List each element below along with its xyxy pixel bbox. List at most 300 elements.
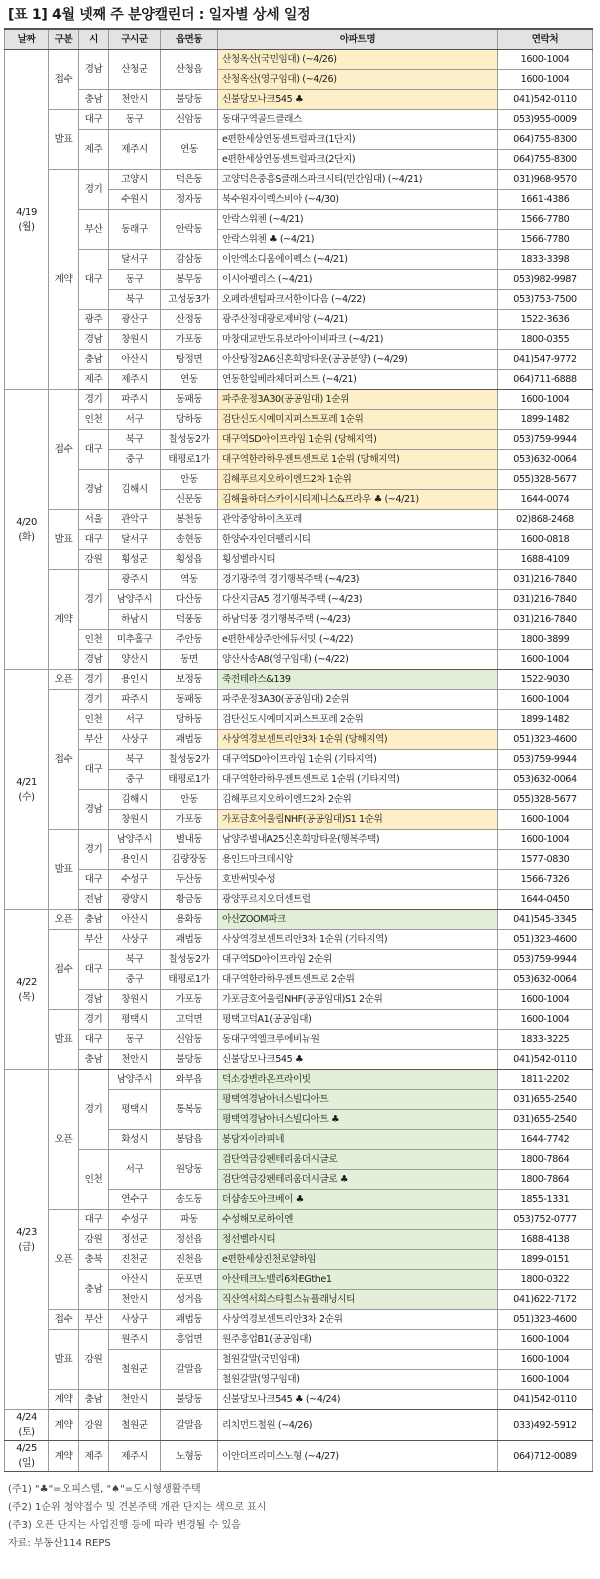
cell-dong: 당하동 (161, 710, 218, 730)
cell-apartment-name: 양산사송A8(영구임대) (~4/22) (218, 650, 498, 670)
cell-city: 충남 (79, 1270, 109, 1310)
cell-gu: 북구 (109, 290, 161, 310)
cell-type: 발표 (49, 110, 79, 170)
cell-apartment-name: 죽전테라스&139 (218, 670, 498, 690)
cell-contact: 1600-1004 (498, 830, 593, 850)
cell-contact: 1566-7780 (498, 210, 593, 230)
table-row (5, 690, 593, 710)
cell-apartment-name: 수성해모로하이엔 (218, 1210, 498, 1230)
cell-date: 4/22 (목) (5, 910, 49, 1070)
cell-city: 부산 (79, 210, 109, 250)
table-row (5, 130, 593, 150)
cell-gu: 창원시 (109, 810, 161, 830)
cell-contact: 1661-4386 (498, 190, 593, 210)
cell-dong: 고덕면 (161, 1010, 218, 1030)
cell-apartment-name: 사상역경보센트리안3차 2순위 (218, 1310, 498, 1330)
cell-gu: 남양주시 (109, 830, 161, 850)
cell-city: 전남 (79, 890, 109, 910)
cell-type: 접수 (49, 690, 79, 830)
cell-city: 강원 (79, 1410, 109, 1441)
cell-dong: 가포동 (161, 330, 218, 350)
cell-dong: 진천읍 (161, 1250, 218, 1270)
cell-type: 오픈 (49, 1070, 79, 1210)
cell-apartment-name: 이시아팰리스 (~4/21) (218, 270, 498, 290)
cell-apartment-name: 사상역경보센트리안3차 1순위 (기타지역) (218, 930, 498, 950)
cell-dong: 와부읍 (161, 1070, 218, 1090)
cell-gu: 북구 (109, 430, 161, 450)
cell-city: 대구 (79, 1210, 109, 1230)
cell-dong: 봉무동 (161, 270, 218, 290)
cell-type: 계약 (49, 1390, 79, 1410)
table-row (5, 1030, 593, 1050)
cell-contact: 1833-3398 (498, 250, 593, 270)
cell-contact: 1600-1004 (498, 1350, 593, 1370)
cell-type: 접수 (49, 1310, 79, 1330)
cell-gu: 광주시 (109, 570, 161, 590)
cell-apartment-name: 가포금호어울림NHF(공공임대)S1 2순위 (218, 990, 498, 1010)
cell-apartment-name: 검단신도시예미지퍼스트포레 2순위 (218, 710, 498, 730)
cell-date: 4/25 (일) (5, 1441, 49, 1472)
cell-contact: 1811-2202 (498, 1070, 593, 1090)
cell-contact: 031)216-7840 (498, 590, 593, 610)
cell-dong: 동패동 (161, 390, 218, 410)
cell-gu: 사상구 (109, 930, 161, 950)
cell-contact: 053)759-9944 (498, 430, 593, 450)
table-row (5, 1230, 593, 1250)
footnote: (주1) "♣"=오피스텔, "♠"=도시형생활주택 (8, 1484, 201, 1495)
cell-contact: 1855-1331 (498, 1190, 593, 1210)
cell-gu: 원주시 (109, 1330, 161, 1350)
cell-city: 경기 (79, 570, 109, 630)
cell-gu: 제주시 (109, 370, 161, 390)
cell-contact: 053)759-9944 (498, 750, 593, 770)
cell-gu: 북구 (109, 750, 161, 770)
cell-contact: 055)328-5677 (498, 790, 593, 810)
cell-apartment-name: 대구역한라하우젠트센트로 2순위 (218, 970, 498, 990)
cell-gu: 제주시 (109, 130, 161, 170)
cell-contact: 033)492-5912 (498, 1410, 593, 1441)
cell-date: 4/23 (금) (5, 1070, 49, 1410)
cell-apartment-name: 정선벨라시티 (218, 1230, 498, 1250)
cell-gu: 수성구 (109, 1210, 161, 1230)
cell-gu: 용인시 (109, 670, 161, 690)
cell-dong: 산청읍 (161, 50, 218, 90)
cell-contact: 1644-0450 (498, 890, 593, 910)
table-row (5, 1270, 593, 1290)
cell-gu: 하남시 (109, 610, 161, 630)
cell-contact: 1800-7864 (498, 1150, 593, 1170)
cell-contact: 1600-1004 (498, 1010, 593, 1030)
cell-city: 부산 (79, 730, 109, 750)
cell-dong: 탕정면 (161, 350, 218, 370)
cell-type: 접수 (49, 930, 79, 1010)
table-row (5, 830, 593, 850)
cell-city: 경남 (79, 330, 109, 350)
cell-gu: 광산구 (109, 310, 161, 330)
cell-dong: 주안동 (161, 630, 218, 650)
cell-apartment-name: 대구역SD아이프라임 1순위 (기타지역) (218, 750, 498, 770)
cell-gu: 천안시 (109, 90, 161, 110)
cell-city: 강원 (79, 550, 109, 570)
cell-gu: 관악구 (109, 510, 161, 530)
table-row (5, 530, 593, 550)
cell-city: 충남 (79, 910, 109, 930)
cell-dong: 가포동 (161, 810, 218, 830)
cell-contact: 1600-1004 (498, 990, 593, 1010)
cell-contact: 1800-0355 (498, 330, 593, 350)
table-row (5, 670, 593, 690)
cell-gu: 사상구 (109, 730, 161, 750)
cell-type: 발표 (49, 1330, 79, 1390)
cell-gu: 달서구 (109, 250, 161, 270)
cell-dong: 두산동 (161, 870, 218, 890)
cell-gu: 수성구 (109, 870, 161, 890)
cell-contact: 053)632-0064 (498, 970, 593, 990)
cell-gu: 산청군 (109, 50, 161, 90)
cell-apartment-name: 평택역경남아너스빌디아트 ♣ (218, 1110, 498, 1130)
cell-dong: 가포동 (161, 990, 218, 1010)
table-row (5, 210, 593, 230)
cell-gu: 달서구 (109, 530, 161, 550)
cell-dong: 성거읍 (161, 1290, 218, 1310)
cell-apartment-name: 대구역SD아이프라임 1순위 (당해지역) (218, 430, 498, 450)
cell-gu: 아산시 (109, 350, 161, 370)
table-row (5, 710, 593, 730)
cell-gu: 파주시 (109, 690, 161, 710)
cell-contact: 031)655-2540 (498, 1110, 593, 1130)
table-body (5, 50, 593, 1472)
cell-dong: 안동 (161, 790, 218, 810)
cell-dong: 태평로1가 (161, 970, 218, 990)
cell-city: 충남 (79, 1050, 109, 1070)
cell-city: 제주 (79, 370, 109, 390)
cell-apartment-name: e편한세상주안에듀서밋 (~4/22) (218, 630, 498, 650)
cell-contact: 1600-1004 (498, 1330, 593, 1350)
cell-gu: 정선군 (109, 1230, 161, 1250)
table-row (5, 470, 593, 490)
cell-dong: 산정동 (161, 310, 218, 330)
cell-apartment-name: 대구역SD아이프라임 2순위 (218, 950, 498, 970)
cell-gu: 남양주시 (109, 590, 161, 610)
cell-city: 경남 (79, 50, 109, 90)
cell-contact: 053)752-0777 (498, 1210, 593, 1230)
cell-type: 오픈 (49, 910, 79, 930)
cell-contact: 1688-4109 (498, 550, 593, 570)
cell-contact: 051)323-4600 (498, 730, 593, 750)
cell-apartment-name: 철원갈말(영구임대) (218, 1370, 498, 1390)
cell-gu: 미추홀구 (109, 630, 161, 650)
column-header: 읍면동 (161, 29, 218, 50)
footnote: (주2) 1순위 청약접수 및 견본주택 개관 단지는 색으로 표시 (8, 1502, 267, 1513)
cell-apartment-name: 남양주별내A25신혼희망타운(행복주택) (218, 830, 498, 850)
table-row (5, 1210, 593, 1230)
table-row (5, 250, 593, 270)
cell-contact: 051)323-4600 (498, 930, 593, 950)
cell-date: 4/19 (월) (5, 50, 49, 390)
table-row (5, 330, 593, 350)
cell-contact: 1800-0322 (498, 1270, 593, 1290)
cell-dong: 고성동3가 (161, 290, 218, 310)
table-row (5, 430, 593, 450)
cell-type: 발표 (49, 830, 79, 910)
cell-gu: 북구 (109, 950, 161, 970)
cell-contact: 1600-1004 (498, 690, 593, 710)
cell-city: 충남 (79, 350, 109, 370)
cell-apartment-name: 경기광주역 경기행복주택 (~4/23) (218, 570, 498, 590)
cell-gu: 천안시 (109, 1050, 161, 1070)
column-header: 연락처 (498, 29, 593, 50)
table-title: [표 1] 4월 넷째 주 분양캘린더 : 일자별 상세 일정 (8, 7, 311, 23)
cell-apartment-name: e편한세상연동센트럴파크(2단지) (218, 150, 498, 170)
cell-contact: 053)632-0064 (498, 770, 593, 790)
cell-apartment-name: 평택고덕A1(공공임대) (218, 1010, 498, 1030)
table-row (5, 870, 593, 890)
cell-type: 오픈 (49, 670, 79, 690)
table-row (5, 1070, 593, 1090)
cell-gu: 동구 (109, 270, 161, 290)
cell-contact: 041)622-7172 (498, 1290, 593, 1310)
footnote: (주3) 오픈 단지는 사업진행 등에 따라 변경될 수 있음 (8, 1520, 241, 1531)
cell-dong: 불당동 (161, 90, 218, 110)
cell-contact: 1522-3636 (498, 310, 593, 330)
cell-gu: 김해시 (109, 470, 161, 510)
cell-apartment-name: 안락스위첸 (~4/21) (218, 210, 498, 230)
cell-gu: 철원군 (109, 1410, 161, 1441)
schedule-table (4, 28, 593, 1472)
cell-gu: 남양주시 (109, 1070, 161, 1090)
cell-city: 경남 (79, 470, 109, 510)
cell-apartment-name: 안락스위첸 ♣ (~4/21) (218, 230, 498, 250)
cell-apartment-name: 산청옥산(국민임대) (~4/26) (218, 50, 498, 70)
table-row (5, 1441, 593, 1472)
cell-apartment-name: 용인드마크데시앙 (218, 850, 498, 870)
cell-gu: 서구 (109, 410, 161, 430)
cell-apartment-name: 아산탕정2A6신혼희망타운(공공분양) (~4/29) (218, 350, 498, 370)
cell-contact: 1600-1004 (498, 1370, 593, 1390)
table-row (5, 950, 593, 970)
cell-type: 계약 (49, 1441, 79, 1472)
cell-apartment-name: 아산테크노밸리6차EGthe1 (218, 1270, 498, 1290)
cell-contact: 064)711-6888 (498, 370, 593, 390)
cell-apartment-name: 신불당모나크545 ♣ (~4/24) (218, 1390, 498, 1410)
table-row (5, 1390, 593, 1410)
cell-city: 경남 (79, 650, 109, 670)
table-row (5, 1330, 593, 1350)
table-row (5, 170, 593, 190)
cell-city: 인천 (79, 410, 109, 430)
cell-dong: 감삼동 (161, 250, 218, 270)
cell-apartment-name: 더샵송도아크베이 ♣ (218, 1190, 498, 1210)
cell-gu: 중구 (109, 770, 161, 790)
table-row (5, 370, 593, 390)
cell-contact: 1600-1004 (498, 650, 593, 670)
cell-city: 광주 (79, 310, 109, 330)
cell-dong: 갈말읍 (161, 1350, 218, 1390)
cell-dong: 파동 (161, 1210, 218, 1230)
cell-dong: 덕은동 (161, 170, 218, 190)
cell-contact: 1800-7864 (498, 1170, 593, 1190)
cell-apartment-name: 대구역한라하우젠트센트로 1순위 (당해지역) (218, 450, 498, 470)
cell-dong: 불당동 (161, 1390, 218, 1410)
cell-dong: 봉담읍 (161, 1130, 218, 1150)
column-header: 구분 (49, 29, 79, 50)
cell-contact: 064)712-0089 (498, 1441, 593, 1472)
cell-city: 경남 (79, 990, 109, 1010)
cell-apartment-name: 다산지금A5 경기행복주택 (~4/23) (218, 590, 498, 610)
cell-apartment-name: 검단역금강펜테리움더시글로 ♣ (218, 1170, 498, 1190)
cell-contact: 053)982-9987 (498, 270, 593, 290)
cell-contact: 1577-0830 (498, 850, 593, 870)
cell-type: 오픈 (49, 1210, 79, 1310)
table-row (5, 630, 593, 650)
cell-gu: 평택시 (109, 1010, 161, 1030)
cell-gu: 양산시 (109, 650, 161, 670)
cell-city: 대구 (79, 250, 109, 310)
cell-gu: 평택시 (109, 1090, 161, 1130)
table-row (5, 910, 593, 930)
cell-dong: 태평로1가 (161, 770, 218, 790)
cell-city: 제주 (79, 1441, 109, 1472)
cell-apartment-name: 리치먼드철원 (~4/26) (218, 1410, 498, 1441)
cell-contact: 1800-3899 (498, 630, 593, 650)
cell-type: 접수 (49, 50, 79, 110)
cell-city: 인천 (79, 1150, 109, 1210)
cell-dong: 다산동 (161, 590, 218, 610)
cell-dong: 별내동 (161, 830, 218, 850)
table-row (5, 730, 593, 750)
cell-apartment-name: 산청옥산(영구임대) (~4/26) (218, 70, 498, 90)
cell-apartment-name: 광주산정대광로제비앙 (~4/21) (218, 310, 498, 330)
cell-gu: 중구 (109, 450, 161, 470)
cell-dong: 원당동 (161, 1150, 218, 1190)
cell-apartment-name: 연동한일베라체더퍼스트 (~4/21) (218, 370, 498, 390)
cell-type: 계약 (49, 1410, 79, 1441)
cell-contact: 1833-3225 (498, 1030, 593, 1050)
cell-contact: 1600-1004 (498, 50, 593, 70)
table-row (5, 110, 593, 130)
table-row (5, 90, 593, 110)
cell-apartment-name: 오페라센텀파크서한이다음 (~4/22) (218, 290, 498, 310)
cell-contact: 031)655-2540 (498, 1090, 593, 1110)
cell-dong: 정자동 (161, 190, 218, 210)
cell-city: 대구 (79, 430, 109, 470)
cell-dong: 신문동 (161, 490, 218, 510)
cell-apartment-name: 신불당모나크545 ♣ (218, 1050, 498, 1070)
cell-type: 발표 (49, 510, 79, 570)
cell-apartment-name: 가포금호어울림NHF(공공임대)S1 1순위 (218, 810, 498, 830)
table-row (5, 350, 593, 370)
cell-apartment-name: 광양푸르지오더센트럴 (218, 890, 498, 910)
column-header: 구시군 (109, 29, 161, 50)
column-header: 날짜 (5, 29, 49, 50)
cell-contact: 053)759-9944 (498, 950, 593, 970)
cell-dong: 정선읍 (161, 1230, 218, 1250)
cell-dong: 불당동 (161, 1050, 218, 1070)
table-row (5, 510, 593, 530)
cell-apartment-name: 고양덕은중흥S클래스파크시티(민간임대) (~4/21) (218, 170, 498, 190)
cell-type: 계약 (49, 570, 79, 670)
cell-apartment-name: 한양수자인더팰리시티 (218, 530, 498, 550)
table-row (5, 1250, 593, 1270)
source-note: 자료: 부동산114 REPS (8, 1538, 111, 1549)
table-row (5, 1010, 593, 1030)
cell-apartment-name: 직산역서희스타힐스뉴플래닝시티 (218, 1290, 498, 1310)
cell-apartment-name: 검단역금강펜테리움더시글로 (218, 1150, 498, 1170)
cell-city: 충북 (79, 1250, 109, 1270)
cell-contact: 064)755-8300 (498, 150, 593, 170)
cell-contact: 1688-4138 (498, 1230, 593, 1250)
cell-apartment-name: 봉담자이라피네 (218, 1130, 498, 1150)
cell-dong: 역동 (161, 570, 218, 590)
cell-gu: 창원시 (109, 330, 161, 350)
cell-gu: 천안시 (109, 1390, 161, 1410)
cell-contact: 1899-1482 (498, 410, 593, 430)
cell-city: 부산 (79, 1310, 109, 1330)
cell-dong: 동면 (161, 650, 218, 670)
table-header-row (5, 29, 593, 50)
cell-dong: 칠성동2가 (161, 950, 218, 970)
cell-city: 대구 (79, 950, 109, 990)
cell-city: 대구 (79, 1030, 109, 1050)
cell-gu: 천안시 (109, 1290, 161, 1310)
cell-apartment-name: 덕소강변라온프라이빗 (218, 1070, 498, 1090)
cell-dong: 안락동 (161, 210, 218, 250)
cell-city: 제주 (79, 130, 109, 170)
cell-dong: 안동 (161, 470, 218, 490)
cell-contact: 1522-9030 (498, 670, 593, 690)
cell-apartment-name: 김해율하더스카이시티제니스&프라우 ♣ (~4/21) (218, 490, 498, 510)
column-header: 아파트명 (218, 29, 498, 50)
table-row (5, 750, 593, 770)
cell-city: 경기 (79, 170, 109, 210)
column-header: 시 (79, 29, 109, 50)
cell-gu: 횡성군 (109, 550, 161, 570)
cell-dong: 덕풍동 (161, 610, 218, 630)
cell-contact: 053)753-7500 (498, 290, 593, 310)
cell-city: 충남 (79, 1390, 109, 1410)
cell-contact: 1600-1004 (498, 390, 593, 410)
cell-gu: 서구 (109, 710, 161, 730)
cell-apartment-name: 하남덕풍 경기행복주택 (~4/23) (218, 610, 498, 630)
cell-dong: 흥업면 (161, 1330, 218, 1350)
cell-city: 대구 (79, 750, 109, 790)
cell-date: 4/24 (토) (5, 1410, 49, 1441)
cell-dong: 연동 (161, 370, 218, 390)
cell-gu: 광양시 (109, 890, 161, 910)
cell-contact: 031)216-7840 (498, 610, 593, 630)
cell-city: 강원 (79, 1230, 109, 1250)
cell-gu: 서구 (109, 1150, 161, 1190)
cell-dong: 괘법동 (161, 730, 218, 750)
cell-city: 대구 (79, 110, 109, 130)
cell-contact: 041)542-0110 (498, 90, 593, 110)
cell-gu: 사상구 (109, 1310, 161, 1330)
cell-date: 4/21 (수) (5, 670, 49, 910)
table-row (5, 890, 593, 910)
cell-contact: 1600-1004 (498, 810, 593, 830)
cell-contact: 041)545-3345 (498, 910, 593, 930)
cell-city: 인천 (79, 710, 109, 730)
cell-type: 발표 (49, 1010, 79, 1070)
cell-gu: 아산시 (109, 1270, 161, 1290)
cell-dong: 통복동 (161, 1090, 218, 1130)
table-row (5, 990, 593, 1010)
table-row (5, 1150, 593, 1170)
cell-gu: 철원군 (109, 1350, 161, 1390)
cell-city: 경남 (79, 790, 109, 830)
cell-gu: 고양시 (109, 170, 161, 190)
cell-gu: 용인시 (109, 850, 161, 870)
